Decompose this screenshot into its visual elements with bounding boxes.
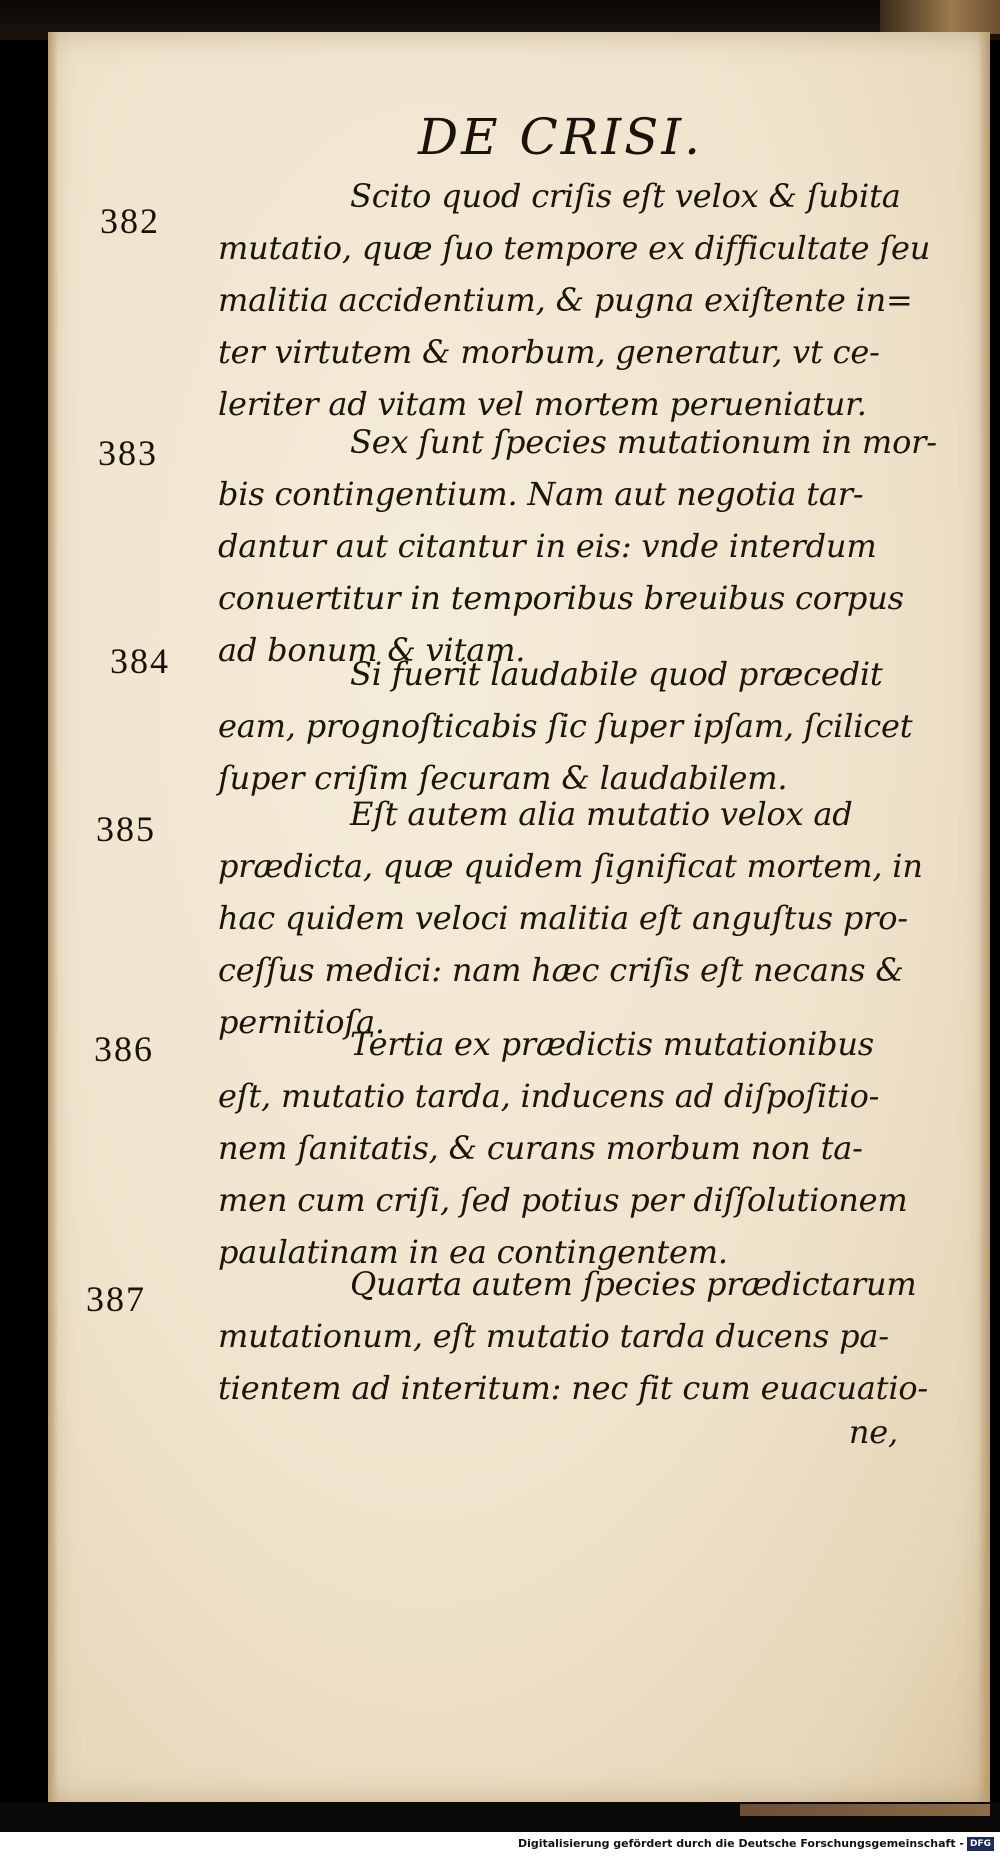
catchword: ne, (848, 1413, 898, 1451)
text-line: Sex ſunt ſpecies mutationum in mor- (350, 423, 937, 461)
text-line: mutatio, quæ ſuo tempore ex difficultate ſeu (218, 229, 931, 267)
text-line: malitia accidentium, & pugna exiſtente in= (218, 281, 913, 319)
page-title: DE CRISI. (418, 108, 704, 166)
text-line: eam, prognoſticabis ſic ſuper ipſam, ſcilicet (218, 707, 913, 745)
text-line: nem ſanitatis, & curans morbum non ta- (218, 1129, 863, 1167)
text-line: prædicta, quæ quidem ſignificat mortem, in (218, 847, 923, 885)
dfg-logo: DFG (967, 1837, 994, 1851)
text-line: hac quidem veloci malitia eſt anguſtus pro- (218, 899, 908, 937)
text-line: mutationum, eſt mutatio tarda ducens pa- (218, 1317, 889, 1355)
margin-number: 386 (94, 1029, 154, 1069)
text-line: Eſt autem alia mutatio velox ad (350, 795, 853, 833)
page-edge-left (48, 32, 58, 1802)
text-line: eſt, mutatio tarda, inducens ad diſpoſitio- (218, 1077, 880, 1115)
margin-number: 385 (96, 809, 156, 849)
text-line: paulatinam in ea contingentem. (218, 1233, 728, 1271)
text-line: leriter ad vitam vel mortem perueniatur. (218, 385, 867, 423)
text-line: pernitioſa. (218, 1003, 385, 1041)
text-line: bis contingentium. Nam aut negotia tar- (218, 475, 864, 513)
book-corner (880, 0, 1000, 34)
digitization-credit-bar (0, 1832, 1000, 1857)
text-line: dantur aut citantur in eis: vnde interdum (218, 527, 877, 565)
margin-number: 383 (98, 433, 158, 473)
text-line: Tertia ex prædictis mutationibus (350, 1025, 874, 1063)
text-line: ad bonum & vitam. (218, 631, 526, 669)
page-stack-edge (740, 1804, 990, 1816)
margin-number: 382 (100, 201, 160, 241)
text-line: Si fuerit laudabile quod præcedit (350, 655, 883, 693)
credit-text: Digitalisierung gefördert durch die Deutsche Forschungsgemeinschaft - (517, 1837, 964, 1850)
text-line: tientem ad interitum: nec fit cum euacuatio- (218, 1369, 929, 1407)
text-line: ceſſus medici: nam hæc criſis eſt necans & (218, 951, 904, 989)
margin-number: 387 (86, 1279, 146, 1319)
margin-number: 384 (110, 641, 170, 681)
text-line: Scito quod criſis eſt velox & ſubita (350, 177, 901, 215)
text-line: ſuper criſim ſecuram & laudabilem. (218, 759, 788, 797)
page-edge-right (978, 32, 990, 1802)
text-line: conuertitur in temporibus breuibus corpus (218, 579, 904, 617)
text-line: men cum criſi, ſed potius per diſſolutionem (218, 1181, 908, 1219)
text-line: Quarta autem ſpecies prædictarum (350, 1265, 917, 1303)
text-line: ter virtutem & morbum, generatur, vt ce- (218, 333, 880, 371)
